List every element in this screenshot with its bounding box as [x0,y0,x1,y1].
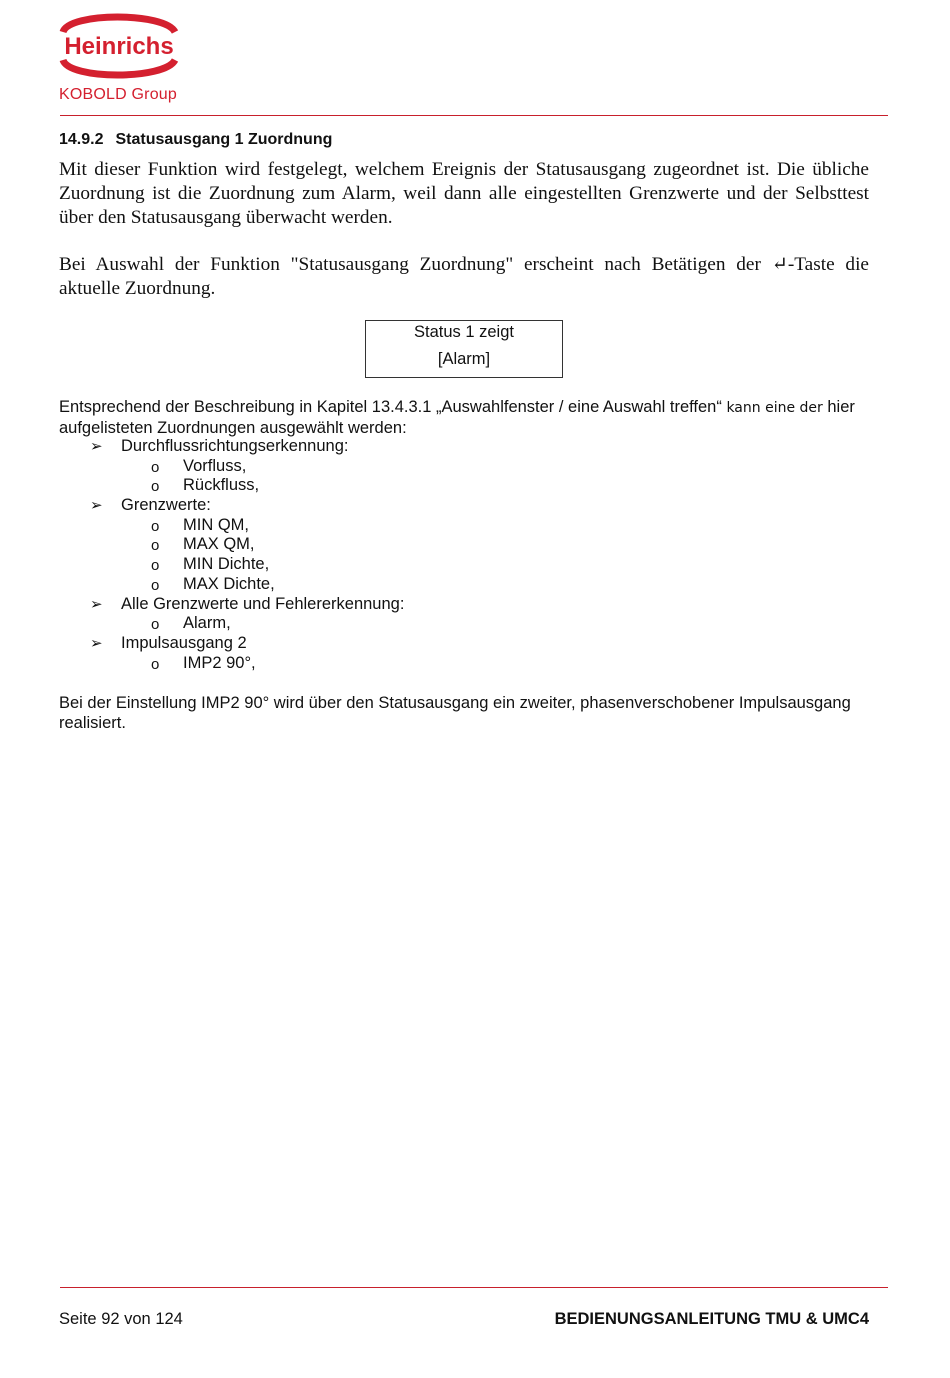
header-rule [60,115,888,116]
list-item-text: Vorfluss, [183,456,247,475]
list-item [0,654,950,674]
circle-bullet-icon: o [151,557,160,575]
section-number: 14.9.2 [59,131,104,148]
logo-brand-text: Heinrichs [64,33,174,60]
list-group-heading [0,634,950,654]
circle-bullet-icon: o [151,458,160,476]
intro-text-narrow: kann eine der [726,400,823,416]
logo-subtitle: KOBOLD Group [59,86,178,103]
list-item-text: MIN QM, [183,515,249,534]
enter-key-icon: ↵ [771,254,788,275]
list-item [0,614,950,634]
list-group-heading [0,496,950,516]
group-label: Alle Grenzwerte und Fehlererkennung: [121,594,405,613]
logo-graphic [57,6,182,86]
display-line-1: Status 1 zeigt [414,323,514,341]
paragraph-1: Mit dieser Funktion wird festgelegt, welchem Ereignis der Statusausgang zugeordnet ist. Die übliche Zuordnung ist die Zuordnung zum Alarm, weil dann alle eingestellten Grenzwerte und der Selbsttest über den Statusausgang überwacht werden. [59,159,869,228]
arrow-bullet-icon: ➢ [90,595,103,613]
arrow-bullet-icon: ➢ [90,438,103,455]
intro-paragraph [59,398,871,438]
paragraph-2-text-b: -Taste die aktuelle Zuordnung. [59,254,869,299]
list-group-heading [0,437,950,457]
assignment-list [0,437,950,673]
arrow-bullet-icon: ➢ [90,634,103,652]
circle-bullet-icon: o [151,517,160,535]
list-item [0,535,950,555]
intro-text-b: hier aufgelisteten Zuordnungen ausgewählt werden: [59,398,855,437]
circle-bullet-icon: o [151,616,160,634]
list-item-text: MAX Dichte, [183,574,275,593]
list-item-text: MAX QM, [183,535,255,554]
display-line-2: [Alarm] [437,350,491,368]
circle-bullet-icon: o [151,576,160,594]
list-item [0,457,950,477]
page-number: Seite 92 von 124 [59,1310,183,1328]
list-item-text: IMP2 90°, [183,653,256,672]
group-label: Grenzwerte: [121,496,211,515]
list-item-text: MIN Dichte, [183,555,270,574]
intro-text-a: Entsprechend der Beschreibung in Kapitel 13.4.3.1 „Auswahlfenster / eine Auswahl treffen“ [59,398,727,416]
group-label: Impulsausgang 2 [121,633,247,652]
closing-paragraph: Bei der Einstellung IMP2 90° wird über den Statusausgang ein zweiter, phasenverschobener Impulsausgang realisiert. [59,694,851,732]
footer-rule [60,1287,888,1288]
logo-arc-bottom [63,60,175,75]
manual-title: BEDIENUNGSANLEITUNG TMU & UMC4 [554,1310,869,1328]
logo-arc-top [63,17,175,32]
circle-bullet-icon: o [151,655,160,673]
list-group-heading [0,595,950,615]
list-item [0,555,950,575]
paragraph-2 [59,253,869,301]
list-item [0,476,950,496]
list-item-text: Rückfluss, [183,476,260,495]
section-heading [59,131,332,149]
section-title: Statusausgang 1 Zuordnung [115,131,333,148]
list-item [0,575,950,595]
list-item-text: Alarm, [183,614,231,633]
company-logo [57,6,182,106]
paragraph-2-text-a: Bei Auswahl der Funktion "Statusausgang Zuordnung" erscheint nach Betätigen der [59,254,772,275]
group-label: Durchflussrichtungserkennung: [121,437,349,455]
circle-bullet-icon: o [151,478,160,496]
display-box [365,320,563,378]
circle-bullet-icon: o [151,537,160,555]
arrow-bullet-icon: ➢ [90,497,103,515]
list-item [0,516,950,536]
